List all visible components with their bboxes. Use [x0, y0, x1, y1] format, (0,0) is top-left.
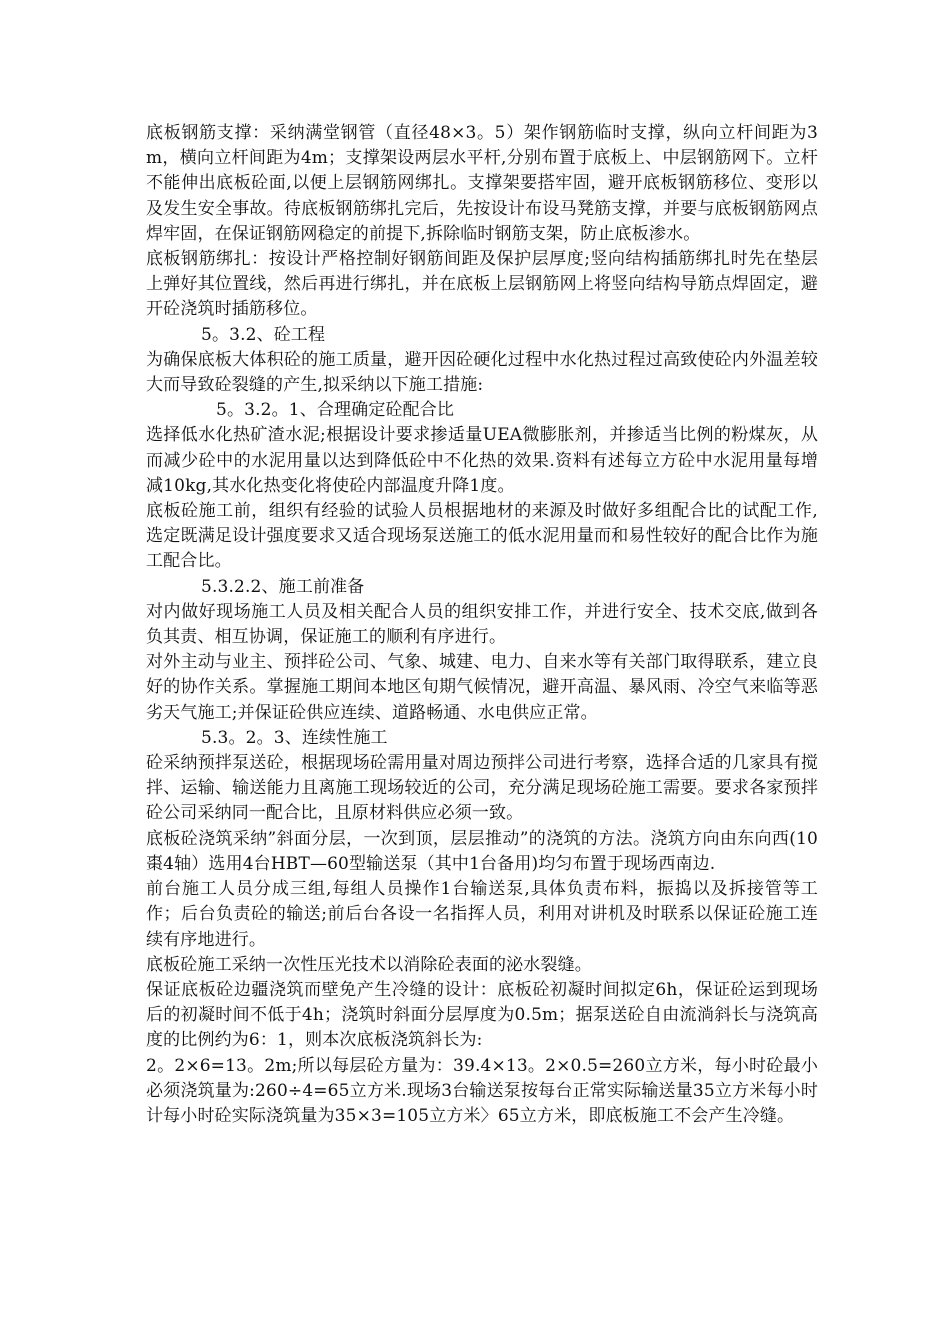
paragraph-trial-mix: 底板砼施工前，组织有经验的试验人员根据地材的来源及时做好多组配合比的试配工作,选定既满足设计强度要求又适合现场泵送施工的低水泥用量而和易性较好的配合比作为施工配合比。 [146, 501, 818, 572]
paragraph-external-prep: 对外主动与业主、预拌砼公司、气象、城建、电力、自来水等有关部门取得联系，建立良好的协作关系。掌握施工期间本地区旬期气候情况，避开高温、暴风雨、冷空气来临等恶劣天气施工;并保证砼供应连续、道路畅通、水电供应正常。 [146, 652, 818, 723]
paragraph-surface-finish: 底板砼施工采纳一次性压光技术以消除砼表面的泌水裂缝。 [146, 954, 592, 975]
paragraph-pour-method: 底板砼浇筑采纳”斜面分层，一次到顶，层层推动”的浇筑的方法。浇筑方向由东向西(10棗4轴）选用4台HBT—60型输送泵（其中1台备用)均匀布置于现场西南边. [146, 828, 818, 874]
paragraph-crew-organization: 前台施工人员分成三组,每组人员操作1台输送泵,具体负责布料，振捣以及拆接管等工作；后台负责砼的输送;前后台各设一名指挥人员，利用对讲机及时联系以保证砼施工连续有序地进行。 [146, 879, 818, 950]
paragraph-volume-calculation: 2。2×6=13。2m;所以每层砼方量为：39.4×13。2×0.5=260立方米，每小时砼最小必须浇筑量为:260÷4=65立方米.现场3台输送泵按每台正常实际输送量35立方米每小时计每小时砼实际浇筑量为35×3=105立方米〉65立方米，即底板施工不会产生冷缝。 [146, 1055, 818, 1126]
section-heading-concrete: 5。3.2、砼工程 [201, 324, 326, 345]
subsection-heading-continuous: 5.3。2。3、连续性施工 [201, 727, 388, 748]
document-body [146, 121, 818, 1129]
subsection-heading-mix-ratio: 5。3.2。1、合理确定砼配合比 [216, 400, 455, 421]
paragraph-concrete-intro: 为确保底板大体积砼的施工质量，避开因砼硬化过程中水化热过程过高致使砼内外温差较大而导致砼裂缝的产生,拟采纳以下施工措施: [146, 349, 818, 396]
paragraph-cold-joint-design: 保证底板砼边疆浇筑而壁免产生冷缝的设计：底板砼初凝时间拟定6h，保证砼运到现场后的初凝时间不低于4h；浇筑时斜面分层厚度为0.5m；据泵送砼自由流淌斜长与浇筑高度的比例约为6：1，则本次底板浇筑斜长为: [146, 979, 818, 1051]
paragraph-premix-supply: 砼采纳预拌泵送砼，根据现场砼需用量对周边预拌公司进行考察，选择合适的几家具有搅拌、运输、输送能力且离施工现场较近的公司，充分满足现场砼施工需要。要求各家预拌砼公司采纳同一配合比，且原材料供应必须一致。 [146, 753, 818, 824]
paragraph-support-steel: 底板钢筋支撑：采纳满堂钢管（直径48×3。5）架作钢筋临时支撑，纵向立杆间距为3m，横向立杆间距为4m；支撑架设两层水平杆,分别布置于底板上、中层钢筋网下。立杆不能伸出底板砼面,以便上层钢筋网绑扎。支撑架要搭牢固，避开底板钢筋移位、变形以及发生安全事故。待底板钢筋绑扎完后，先按设计布设马凳筋支撑，并要与底板钢筋网点焊牢固，在保证钢筋网稳定的前提下,拆除临时钢筋支架，防止底板渗水。 [146, 123, 818, 244]
subsection-heading-preparation: 5.3.2.2、施工前准备 [201, 576, 365, 597]
paragraph-cement-selection: 选择低水化热矿渣水泥;根据设计要求掺适量UEA微膨胀剂，并掺适当比例的粉煤灰，从而减少砼中的水泥用量以达到降低砼中不化热的效果.资料有述每立方砼中水泥用量每增减10kg,其水化热变化将使砼内部温度升降1度。 [146, 425, 818, 496]
paragraph-internal-prep: 对内做好现场施工人员及相关配合人员的组织安排工作，并进行安全、技术交底,做到各负其责、相互协调，保证施工的顺利有序进行。 [146, 601, 818, 648]
paragraph-rebar-binding: 底板钢筋绑扎：按设计严格控制好钢筋间距及保护层厚度;竖向结构插筋绑扎时先在垫层上弹好其位置线，然后再进行绑扎，并在底板上层钢筋网上将竖向结构导筋点焊固定，避开砼浇筑时插筋移位。 [146, 249, 818, 320]
